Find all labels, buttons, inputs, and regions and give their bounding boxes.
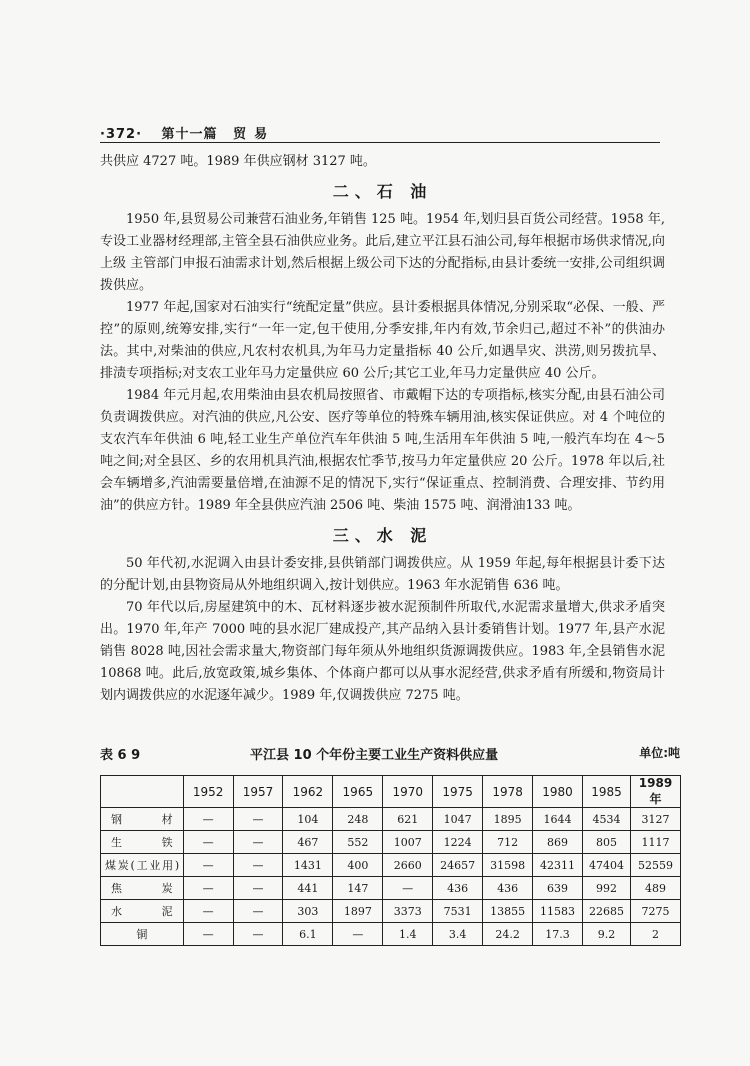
table-cell: 467 <box>283 831 333 854</box>
running-header <box>100 123 275 142</box>
table-unit: 单位:吨 <box>639 746 680 760</box>
table-cell: 24.2 <box>483 923 533 946</box>
intro-line: 共供应 4727 吨。1989 年供应钢材 3127 吨。 <box>100 154 376 169</box>
year-header: 1957 <box>233 776 283 808</box>
table-cell: — <box>233 877 283 900</box>
part-title: 第十一篇 <box>161 127 218 142</box>
row-label: 生铁 <box>101 831 184 854</box>
table-cell: 17.3 <box>533 923 583 946</box>
table-row <box>101 831 681 854</box>
table-cell: 147 <box>333 877 383 900</box>
year-header: 1985 <box>583 776 631 808</box>
table-cell: — <box>383 877 433 900</box>
supply-table <box>100 775 681 946</box>
table-cell: 11583 <box>533 900 583 923</box>
table-row <box>101 900 681 923</box>
year-header: 1978 <box>483 776 533 808</box>
table-cell: 3127 <box>630 808 680 831</box>
table-cell: — <box>183 877 233 900</box>
table-cell: 42311 <box>533 854 583 877</box>
section-heading-petroleum: 二、石 油 <box>332 182 433 201</box>
table-cell: 1117 <box>630 831 680 854</box>
paragraph: 70 年代以后,房屋建筑中的木、瓦材料逐步被水泥预制件所取代,水泥需求量增大,供求矛盾突出。1970 年,年产 7000 吨的县水泥厂建成投产,其产品纳入县计委销售计划。1977 年,县产水泥销售 8028 吨,因社会需求量大,物资部门每年须从外地组织货源调拨供应。1983 年,全县销售水泥 10868 吨。此后,放宽政策,城乡集体、个体商户都可以从事水泥经营,供求矛盾有所缓和,物资局计划内调拨供应的水泥逐年减少。1989 年,仅调拨供应 7275 吨。 <box>100 600 665 703</box>
row-label: 铜 <box>101 923 184 946</box>
table-cell: 869 <box>533 831 583 854</box>
table-cell: 805 <box>583 831 631 854</box>
table-row <box>101 854 681 877</box>
year-header: 1975 <box>433 776 483 808</box>
table-row <box>101 808 681 831</box>
table-title: 平江县 10 个年份主要工业生产资料供应量 <box>250 748 499 763</box>
year-header: 1989 年 <box>630 776 680 808</box>
table-cell: 639 <box>533 877 583 900</box>
table-cell: 1431 <box>283 854 333 877</box>
table-cell: — <box>233 854 283 877</box>
table-cell: 104 <box>283 808 333 831</box>
table-cell: 1.4 <box>383 923 433 946</box>
section-title: 贸易 <box>233 127 276 142</box>
table-cell: — <box>233 831 283 854</box>
table-cell: 1897 <box>333 900 383 923</box>
table-cell: 31598 <box>483 854 533 877</box>
table-cell: 1047 <box>433 808 483 831</box>
table-cell: 24657 <box>433 854 483 877</box>
table-cell: 52559 <box>630 854 680 877</box>
table-row <box>101 877 681 900</box>
table-cell: 436 <box>433 877 483 900</box>
row-label: 水泥 <box>101 900 184 923</box>
table-cell: 7531 <box>433 900 483 923</box>
table-cell: 303 <box>283 900 333 923</box>
year-header: 1962 <box>283 776 333 808</box>
table-cell: 13855 <box>483 900 533 923</box>
section-heading-cement: 三、水 泥 <box>332 526 433 545</box>
table-number: 表 6 9 <box>100 748 141 763</box>
table-cell: 436 <box>483 877 533 900</box>
table-cell: 7275 <box>630 900 680 923</box>
table-cell: 1895 <box>483 808 533 831</box>
row-label: 钢材 <box>101 808 184 831</box>
table-cell: — <box>183 854 233 877</box>
table-cell: — <box>183 923 233 946</box>
table-cell: 1007 <box>383 831 433 854</box>
table-cell: 489 <box>630 877 680 900</box>
table-cell: 441 <box>283 877 333 900</box>
table-cell: — <box>183 900 233 923</box>
page-number: ·372· <box>100 127 143 142</box>
header-rule <box>100 142 660 143</box>
body-text <box>100 151 665 707</box>
year-header: 1970 <box>383 776 433 808</box>
table-cell: 552 <box>333 831 383 854</box>
table-cell: 4534 <box>583 808 631 831</box>
table-corner <box>101 776 184 808</box>
table-cell: 3373 <box>383 900 433 923</box>
table-cell: 248 <box>333 808 383 831</box>
table-cell: 1224 <box>433 831 483 854</box>
table-row <box>101 923 681 946</box>
row-label: 煤炭(工业用) <box>101 854 184 877</box>
paragraph: 1984 年元月起,农用柴油由县农机局按照省、市戴帽下达的专项指标,核实分配,由县石油公司负责调拨供应。对汽油的供应,凡公安、医疗等单位的特殊车辆用油,核实保证供应。对 4 个吨位的支农汽车年供油 6 吨,轻工业生产单位汽车年供油 5 吨,生活用车年供油 5 吨,一般汽车均在 4～5 吨之间;对全县区、乡的农用机具汽油,根据农忙季节,按马力年定量供应 20 公斤。1978 年以后,社会车辆增多,汽油需要量倍增,在油源不足的情况下,实行“保证重点、控制消费、合理安排、节约用油”的供应方针。1989 年全县供应汽油 2506 吨、柴油 1575 吨、润滑油133 吨。 <box>100 388 665 513</box>
table-cell: 400 <box>333 854 383 877</box>
table-cell: 1644 <box>533 808 583 831</box>
table-cell: 2 <box>630 923 680 946</box>
year-header: 1980 <box>533 776 583 808</box>
year-header: 1952 <box>183 776 233 808</box>
row-label: 焦炭 <box>101 877 184 900</box>
table-cell: 621 <box>383 808 433 831</box>
table-cell: 712 <box>483 831 533 854</box>
paragraph: 1977 年起,国家对石油实行“统配定量”供应。县计委根据具体情况,分别采取“必保、一般、严控”的原则,统筹安排,实行“一年一定,包干使用,分季安排,年内有效,节余归己,超过不补”的供油办法。其中,对柴油的供应,凡农村农机具,为年马力定量指标 40 公斤,如遇旱灾、洪涝,则另拨抗旱、排渍专项指标;对支农工业年马力定量供应 60 公斤;其它工业,年马力定量供应 40 公斤。 <box>100 300 665 381</box>
table-cell: — <box>183 808 233 831</box>
table-cell: 22685 <box>583 900 631 923</box>
year-header: 1965 <box>333 776 383 808</box>
table-cell: — <box>233 808 283 831</box>
paragraph: 1950 年,县贸易公司兼营石油业务,年销售 125 吨。1954 年,划归县百货公司经营。1958 年,专设工业器材经理部,主管全县石油供应业务。此后,建立平江县石油公司,每年根据市场供求情况,向上级 主管部门申报石油需求计划,然后根据上级公司下达的分配指标,由县计委统一安排,公司组织调拨供应。 <box>100 212 665 293</box>
table-cell: 9.2 <box>583 923 631 946</box>
table-cell: 2660 <box>383 854 433 877</box>
paragraph: 50 年代初,水泥调入由县计委安排,县供销部门调拨供应。从 1959 年起,每年根据县计委下达的分配计划,由县物资局从外地组织调入,按计划供应。1963 年水泥销售 636 吨。 <box>100 556 665 593</box>
table-cell: 6.1 <box>283 923 333 946</box>
table-cell: — <box>233 923 283 946</box>
table-cell: — <box>183 831 233 854</box>
table-cell: 3.4 <box>433 923 483 946</box>
table-cell: — <box>233 900 283 923</box>
table-cell: — <box>333 923 383 946</box>
table-cell: 47404 <box>583 854 631 877</box>
table-cell: 992 <box>583 877 631 900</box>
table-header-row <box>101 776 681 808</box>
